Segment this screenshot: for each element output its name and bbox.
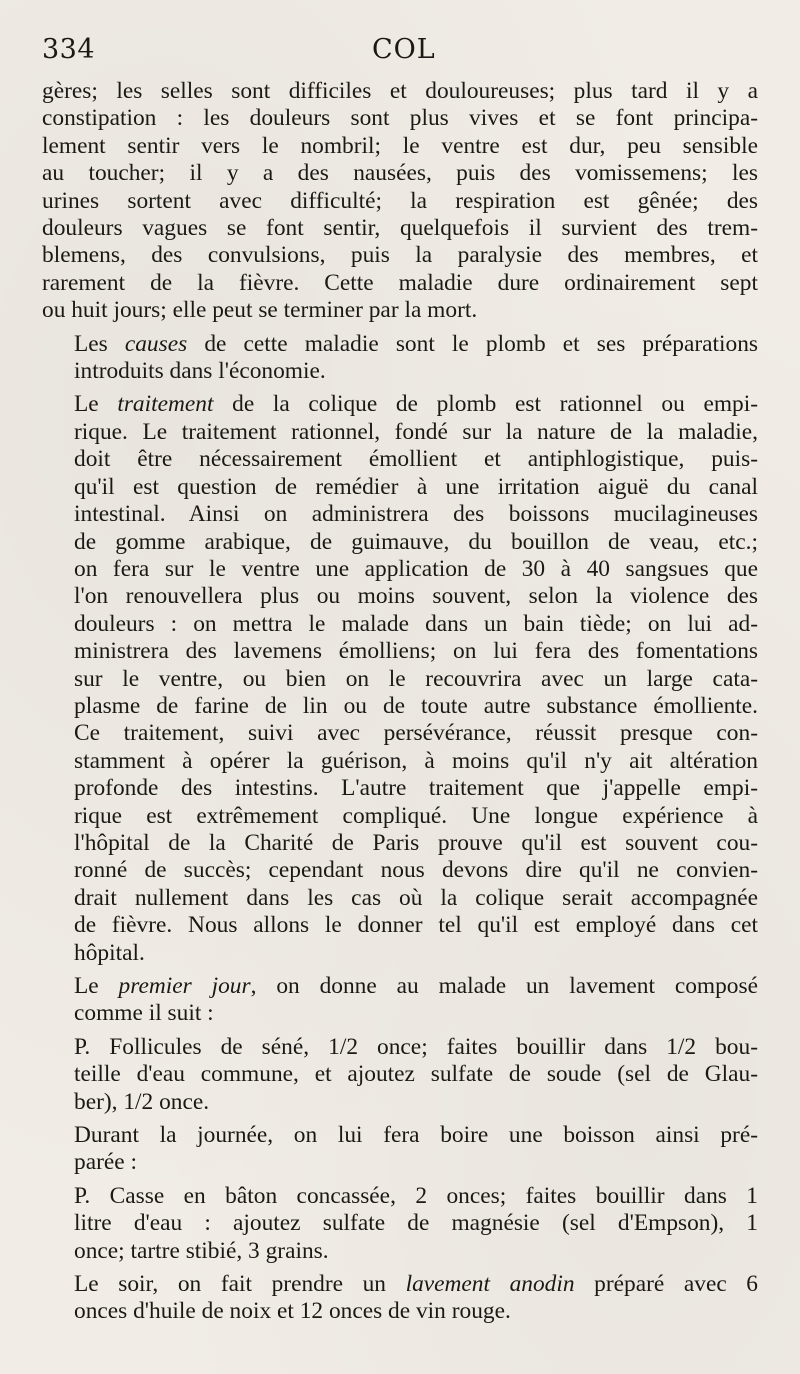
text-line: constipation : les douleurs sont plus vives et se font principa-: [42, 105, 758, 132]
text-line: comme il suit :: [74, 1000, 214, 1027]
text-line: introduits dans l'économie.: [74, 358, 326, 385]
text-line: qu'il est question de remédier à une irritation aiguë du canal: [74, 473, 758, 500]
text-line: ber), 1/2 once.: [74, 1088, 210, 1115]
text-line: gères; les selles sont difficiles et douloureuses; plus tard il y a: [42, 78, 758, 104]
text-line: parée :: [74, 1149, 137, 1176]
text-line: onces d'huile de noix et 12 onces de vin rouge.: [74, 1298, 511, 1325]
text-line: sur le ventre, ou bien on le recouvrira avec un large cata-: [74, 665, 758, 692]
text-line: doit être nécessairement émollient et antiphlogistique, puis-: [74, 446, 758, 473]
text-line: Durant la journée, on lui fera boire une boisson ainsi pré-: [74, 1122, 758, 1149]
page-number: 334: [42, 34, 96, 65]
text-line: rarement de la fièvre. Cette maladie dure ordinairement sept: [42, 269, 758, 296]
paragraph: [42, 1183, 758, 1265]
text-line: Le traitement de la colique de plomb est rationnel ou empi-: [74, 391, 758, 418]
text-line: stamment à opérer la guérison, à moins qu'il n'y ait altération: [74, 747, 758, 774]
text-line: litre d'eau : ajoutez sulfate de magnésie (sel d'Empson), 1: [74, 1210, 758, 1237]
text-line: rique est extrêmement compliqué. Une longue expérience à: [74, 802, 758, 829]
page-header: [42, 34, 758, 78]
text-line: P. Casse en bâton concassée, 2 onces; faites bouillir dans 1: [74, 1182, 758, 1209]
text-line: blemens, des convulsions, puis la paralysie des membres, et: [42, 242, 758, 269]
text-line: lement sentir vers le nombril; le ventre est dur, peu sensible: [42, 132, 758, 159]
text-line: on fera sur le ventre une application de 30 à 40 sangsues que: [74, 555, 758, 582]
text-line: l'on renouvellera plus ou moins souvent, selon la violence des: [74, 583, 758, 610]
paragraph: [42, 78, 758, 325]
text-line: profonde des intestins. L'autre traitement que j'appelle empi-: [74, 775, 758, 802]
text-line: plasme de farine de lin ou de toute autre substance émolliente.: [74, 692, 758, 719]
text-line: ronné de succès; cependant nous devons dire qu'il ne convien-: [74, 857, 758, 884]
text-line: intestinal. Ainsi on administrera des boissons mucilagineuses: [74, 501, 758, 528]
paragraph: [42, 391, 758, 967]
text-line: urines sortent avec difficulté; la respiration est gênée; des: [42, 187, 758, 214]
paragraph: [42, 1271, 758, 1326]
text-line: ou huit jours; elle peut se terminer par la mort.: [42, 297, 478, 324]
text-line: hôpital.: [74, 939, 145, 966]
paragraph: [42, 331, 758, 386]
paragraph: [42, 973, 758, 1028]
paragraph: [42, 1122, 758, 1177]
text-line: de gomme arabique, de guimauve, du bouillon de veau, etc.;: [74, 528, 758, 555]
text-line: Les causes de cette maladie sont le plomb et ses préparations: [74, 330, 758, 357]
text-line: P. Follicules de séné, 1/2 once; faites bouillir dans 1/2 bou-: [74, 1033, 758, 1060]
text-line: au toucher; il y a des nausées, puis des vomissemens; les: [42, 160, 758, 187]
text-line: douleurs vagues se font sentir, quelquefois il survient des trem-: [42, 215, 758, 242]
page-body-text: [42, 78, 758, 1326]
text-line: Ce traitement, suivi avec persévérance, réussit presque con-: [74, 720, 758, 747]
text-line: rique. Le traitement rationnel, fondé sur la nature de la maladie,: [74, 418, 758, 445]
text-line: ministrera des lavemens émolliens; on lui fera des fomentations: [74, 638, 758, 665]
running-head: COL: [372, 34, 436, 65]
text-line: Le soir, on fait prendre un lavement anodin préparé avec 6: [74, 1271, 758, 1298]
text-line: teille d'eau commune, et ajoutez sulfate de soude (sel de Glau-: [74, 1061, 758, 1088]
text-line: douleurs : on mettra le malade dans un bain tiède; on lui ad-: [74, 610, 758, 637]
paragraph: [42, 1034, 758, 1116]
text-line: de fièvre. Nous allons le donner tel qu'il est employé dans cet: [74, 912, 758, 939]
text-line: once; tartre stibié, 3 grains.: [74, 1237, 329, 1264]
text-line: drait nullement dans les cas où la colique serait accompagnée: [74, 884, 758, 911]
text-line: Le premier jour, on donne au malade un lavement composé: [74, 973, 758, 999]
text-line: l'hôpital de la Charité de Paris prouve qu'il est souvent cou-: [74, 829, 758, 856]
